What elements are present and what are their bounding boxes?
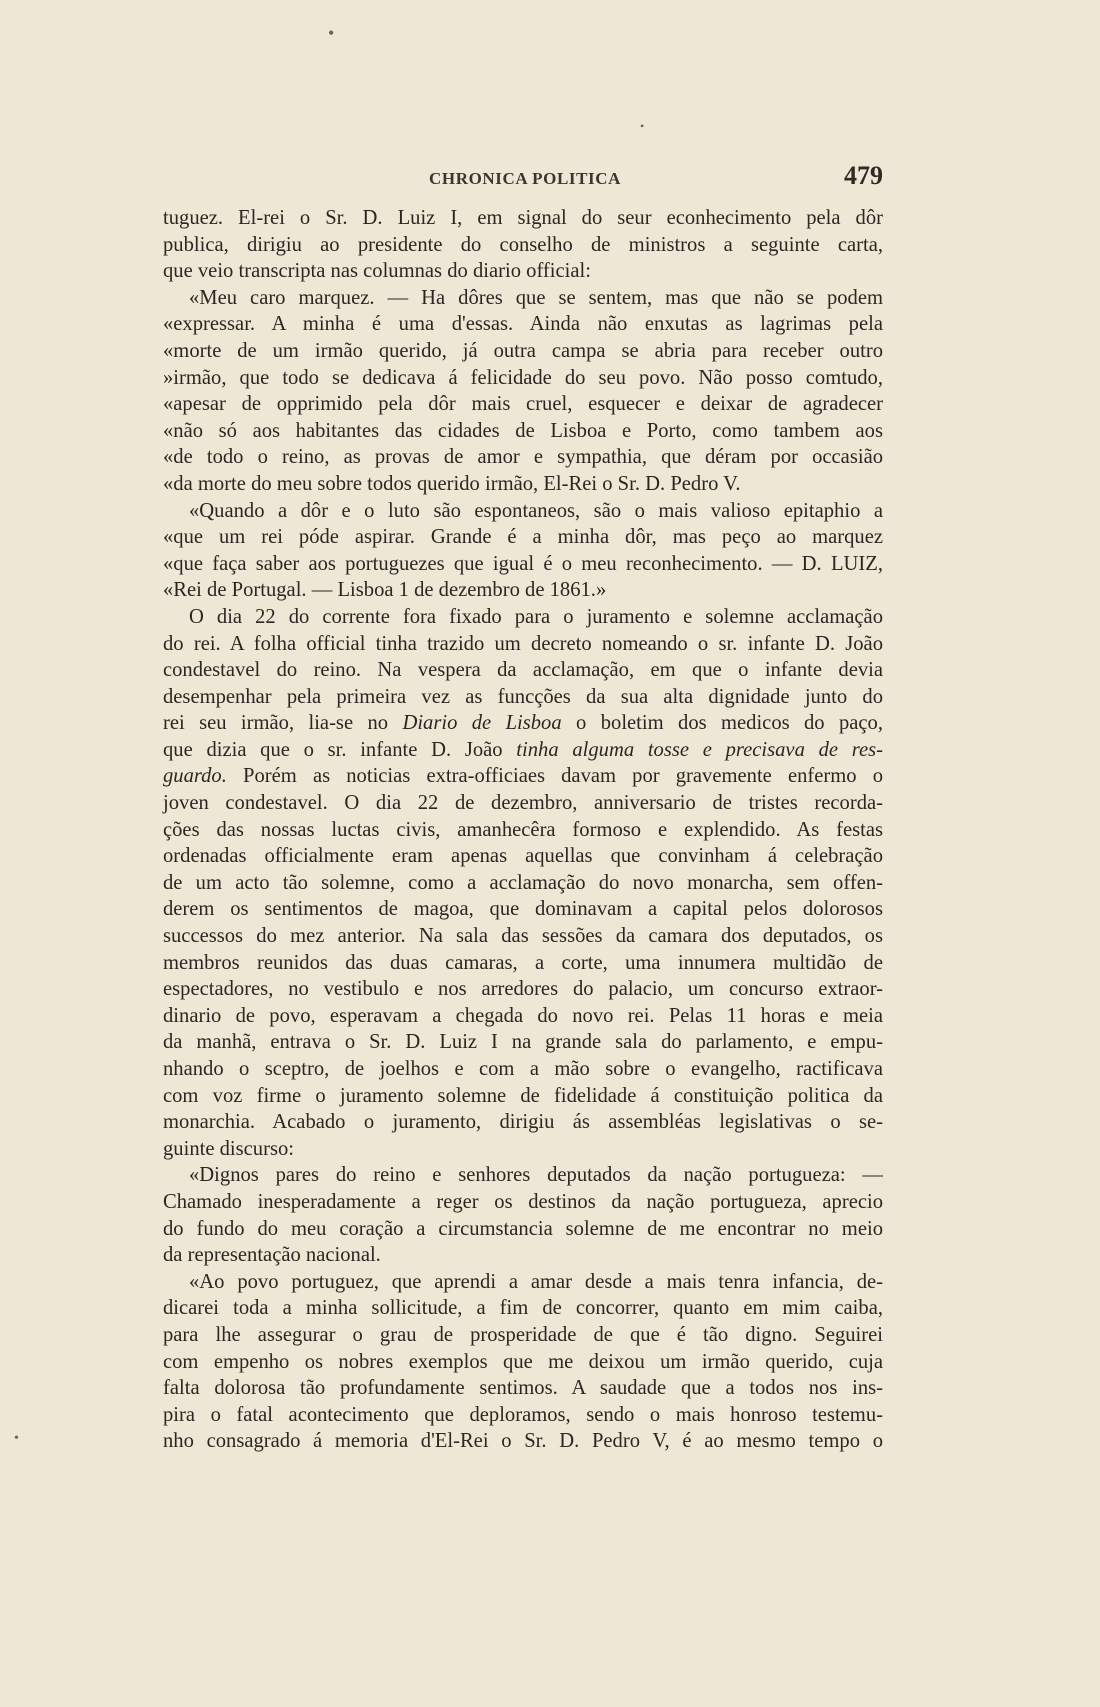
text-line: do rei. A folha official tinha trazido um decreto nomeando o sr. infante D. João — [163, 632, 883, 655]
text-line: dinario de povo, esperavam a chegada do novo rei. Pelas 11 horas e meia — [163, 1004, 883, 1027]
text-line: successos do mez anterior. Na sala das sessões da camara dos deputados, os — [163, 925, 883, 948]
text-line: falta dolorosa tão profundamente sentimos. A saudade que a todos nos ins- — [163, 1377, 883, 1400]
text-line: ções das nossas luctas civis, amanhecêra formoso e explendido. As festas — [163, 818, 883, 841]
text-line: «não só aos habitantes das cidades de Lisboa e Porto, como tambem aos — [163, 419, 883, 442]
text-line: condestavel do reino. Na vespera da acclamação, em que o infante devia — [163, 659, 883, 682]
text-segment: Porém as noticias extra-officiaes davam por gravemente enfermo o — [243, 765, 884, 788]
text-segment: que dizia que o sr. infante D. João — [163, 738, 503, 761]
text-line: ordenadas officialmente eram apenas aquellas que convinham á celebração — [163, 845, 883, 868]
italic-quote: tinha alguma tosse e precisava de res- — [516, 738, 883, 761]
text-line: Chamado inesperadamente a reger os destinos da nação portugueza, aprecio — [163, 1190, 883, 1213]
text-line-mixed — [163, 763, 883, 790]
text-line: «Quando a dôr e o luto são espontaneos, são o mais valioso epitaphio a — [189, 499, 883, 522]
text-line: «Dignos pares do reino e senhores deputados da nação portugueza: — — [189, 1164, 883, 1187]
text-line: «que um rei póde aspirar. Grande é a minha dôr, mas peço ao marquez — [163, 526, 883, 549]
text-line: joven condestavel. O dia 22 de dezembro, anniversario de tristes recorda- — [163, 792, 883, 815]
text-line: «Rei de Portugal. — Lisboa 1 de dezembro de 1861.» — [163, 579, 607, 602]
text-line: O dia 22 do corrente fora fixado para o juramento e solemne acclamação — [189, 605, 883, 628]
italic-quote: guardo. — [163, 765, 227, 788]
text-line: da manhã, entrava o Sr. D. Luiz I na grande sala do parlamento, e empu- — [163, 1031, 883, 1054]
text-line: desempenhar pela primeira vez as funcções da sua alta dignidade junto do — [163, 685, 883, 708]
text-line: «apesar de opprimido pela dôr mais cruel, esquecer e deixar de agradecer — [163, 393, 883, 416]
text-line: «de todo o reino, as provas de amor e sympathia, que déram por occasião — [163, 446, 883, 469]
text-line: de um acto tão solemne, como a acclamação do novo monarcha, sem offen- — [163, 871, 883, 894]
body-text — [163, 205, 883, 1455]
text-line: do fundo do meu coração a circumstancia solemne de me encontrar no meio — [163, 1217, 883, 1240]
text-line: monarchia. Acabado o juramento, dirigiu ás assembléas legislativas o se- — [163, 1111, 883, 1134]
page-header — [163, 161, 883, 193]
ink-speck: • — [14, 1431, 19, 1446]
text-line: derem os sentimentos de magoa, que dominavam a capital pelos dolorosos — [163, 898, 883, 921]
page-number: 479 — [844, 161, 883, 190]
text-line: para lhe assegurar o grau de prosperidade de que é tão digno. Seguirei — [163, 1323, 883, 1346]
text-line: «expressar. A minha é uma d'essas. Ainda não enxutas as lagrimas pela — [163, 313, 883, 336]
text-line: »irmão, que todo se dedicava á felicidade do seu povo. Não posso comtudo, — [163, 366, 883, 389]
text-line: pira o fatal acontecimento que deploramos, sendo o mais honroso testemu- — [163, 1403, 883, 1426]
text-line: membros reunidos das duas camaras, a corte, uma innumera multidão de — [163, 951, 883, 974]
text-line: publica, dirigiu ao presidente do conselho de ministros a seguinte carta, — [163, 233, 883, 256]
text-segment: rei seu irmão, lia-se no — [163, 712, 389, 735]
text-line: guinte discurso: — [163, 1137, 294, 1160]
text-segment: o boletim dos medicos do paço, — [576, 712, 884, 735]
text-line: tuguez. El-rei o Sr. D. Luiz I, em signal do seur econhecimento pela dôr — [163, 207, 883, 229]
ink-speck: • — [640, 119, 645, 133]
text-line: dicarei toda a minha sollicitude, a fim de concorrer, quanto em mim caiba, — [163, 1297, 883, 1320]
text-line: com empenho os nobres exemplos que me deixou um irmão querido, cuja — [163, 1350, 883, 1373]
text-line: «Ao povo portuguez, que aprendi a amar desde a mais tenra infancia, de- — [189, 1270, 883, 1293]
text-line: «morte de um irmão querido, já outra campa se abria para receber outro — [163, 339, 883, 362]
text-line-mixed — [163, 710, 883, 737]
text-line: da representação nacional. — [163, 1244, 381, 1267]
text-line: espectadores, no vestibulo e nos arredores do palacio, um concurso extraor- — [163, 978, 883, 1001]
newspaper-title: Diario de Lisboa — [402, 712, 562, 735]
text-line: «da morte do meu sobre todos querido irmão, El-Rei o Sr. D. Pedro V. — [163, 472, 741, 495]
text-line: nhando o sceptro, de joelhos e com a mão sobre o evangelho, ractificava — [163, 1058, 883, 1080]
text-line: «Meu caro marquez. — Ha dôres que se sentem, mas que não se podem — [189, 286, 883, 309]
running-title: CHRONICA POLITICA — [429, 169, 622, 188]
text-line: que veio transcripta nas columnas do diario official: — [163, 260, 591, 283]
text-line: «que faça saber aos portuguezes que igual é o meu reconhecimento. — D. LUIZ, — [163, 552, 883, 575]
ink-speck: • — [328, 23, 335, 43]
text-line: nho consagrado á memoria d'El-Rei o Sr. D. Pedro V, é ao mesmo tempo o — [163, 1430, 883, 1453]
text-line: com voz firme o juramento solemne de fidelidade á constituição politica da — [163, 1084, 883, 1107]
text-line-mixed — [163, 737, 883, 764]
